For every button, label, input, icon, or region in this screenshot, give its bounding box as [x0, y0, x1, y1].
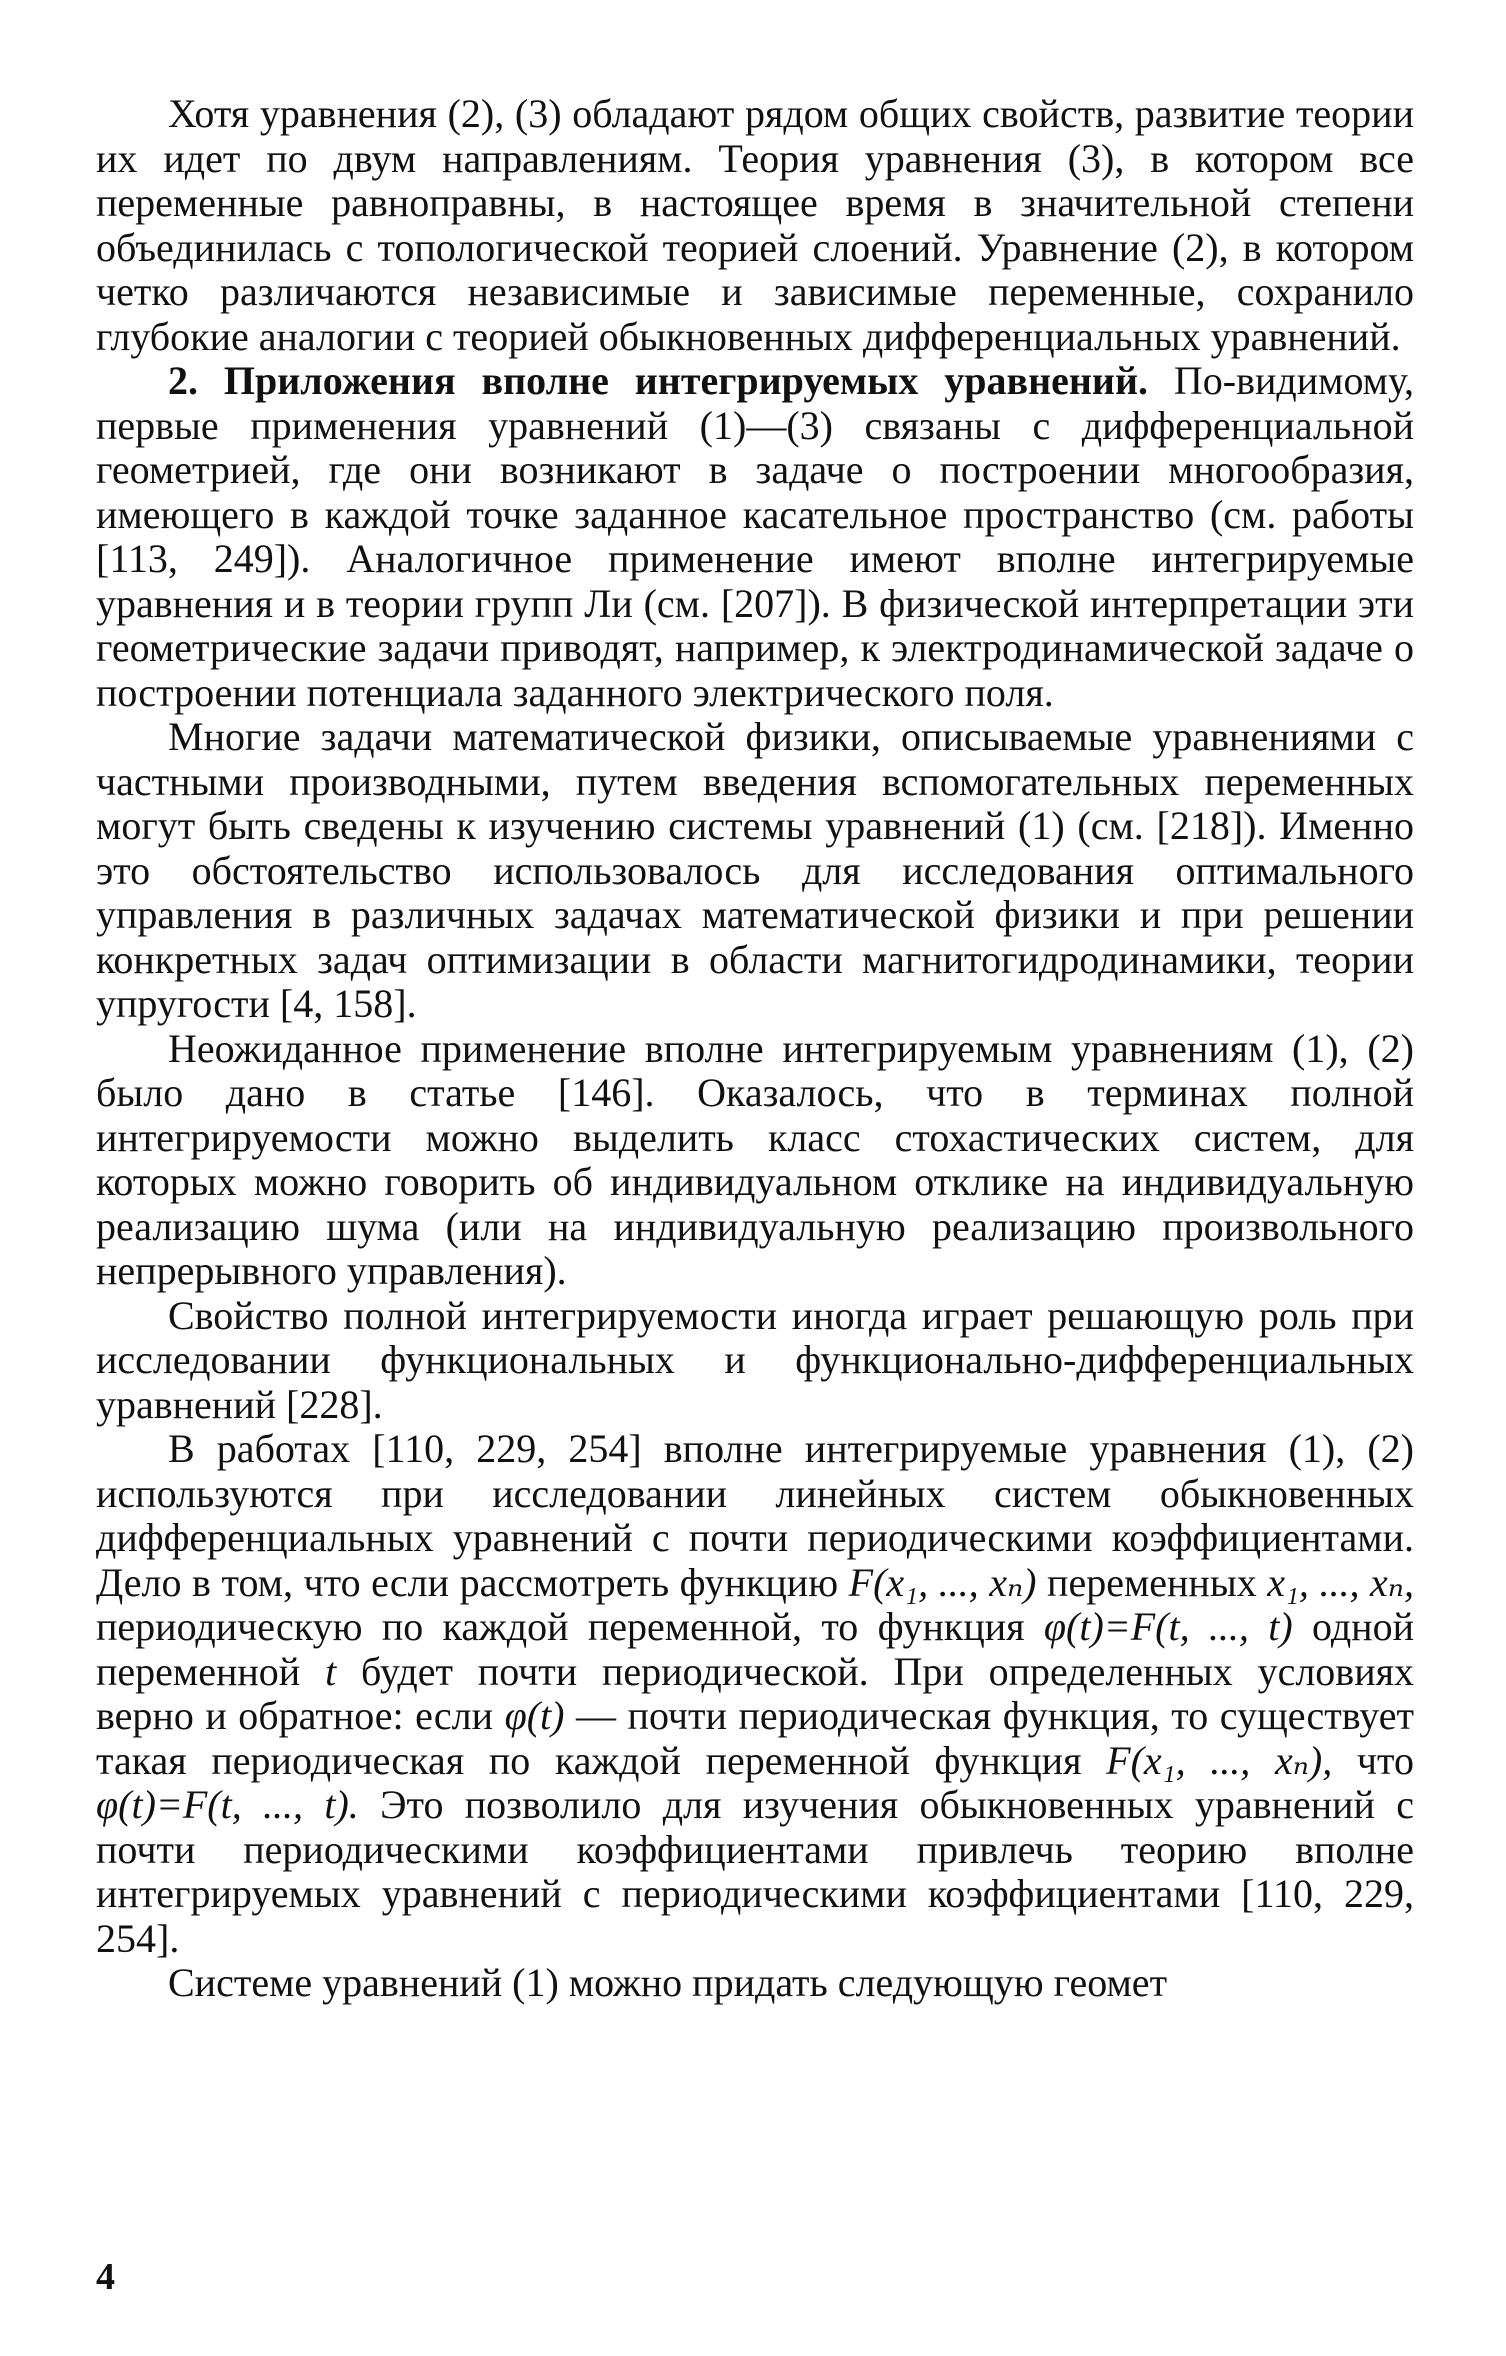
- section-heading: 2. Приложения вполне интегрируемых уравнений.: [168, 358, 1149, 403]
- paragraph-2: [96, 359, 1414, 715]
- paragraph-6-text: что: [1332, 1737, 1414, 1783]
- formula: F(x₁, ..., xₙ): [848, 1559, 1037, 1605]
- formula: φ(t): [504, 1693, 565, 1738]
- formula: F(x₁, ..., xₙ),: [1106, 1737, 1333, 1783]
- paragraph-6-text: будет почти периодической. При определенных условиях верно и обратное: если: [96, 1648, 1415, 1738]
- paragraph-4: Неожиданное применение вполне интегрируемым уравнениям (1), (2) было дано в статье [146]. Оказалось, что в терминах полной интегрируемости можно выделить класс стохастических систем, для которых можно говорить об индивидуальном отклике на индивидуальную реализацию шума (или на индивидуальную реализацию произвольного непрерывного управления).: [96, 1025, 1414, 1293]
- page-number: 4: [96, 2256, 115, 2298]
- formula: φ(t)=F(t, ..., t).: [96, 1782, 359, 1827]
- paragraph-5: Свойство полной интегрируемости иногда играет решающую роль при исследовании функциональных и функционально-дифференциальных уравнений [228].: [96, 1292, 1414, 1427]
- formula: t: [325, 1648, 337, 1694]
- paragraph-3: Многие задачи математической физики, описываемые уравнениями с частными производными, путем введения вспомогательных переменных могут быть сведены к изучению системы уравнений (1) (см. [218]). Именно это обстоятельство использовалось для исследования оптимального управления в различных задачах математической физики и при решении конкретных задач оптимизации в области магнитогидродинамики, теории упругости [4, 158].: [96, 714, 1414, 1026]
- paragraph-6-text: одной переменной: [96, 1604, 1414, 1694]
- paragraph-6-text: — почти периодическая функция, то существует такая периодическая по каждой переменной функция: [96, 1693, 1414, 1783]
- paragraph-2-body: По-видимому, первые применения уравнений (1)—(3) связаны с дифференциальной геометрией, где они возникают в задаче о построении многообразия, имеющего в каждой точке заданное касательное пространство (см. работы [113, 249]). Аналогичное применение имеют вполне интегрируемые уравнения и в теории групп Ли (см. [207]). В физической интерпретации эти геометрические задачи приводят, например, к электродинамической задаче о построении потенциала заданного электрического поля.: [96, 358, 1414, 715]
- page-body: [96, 92, 1414, 2252]
- paragraph-6-text: Это позволило для изучения обыкновенных уравнений с почти периодическими коэффициентами привлечь теорию вполне интегрируемых уравнений с периодическими коэффициентами [110, 229, 254].: [96, 1782, 1414, 1961]
- formula: x₁, ..., xₙ,: [1267, 1559, 1415, 1605]
- paragraph-6-text: В работах [110, 229, 254] вполне интегрируемые уравнения (1), (2) используются при исследовании линейных систем обыкновенных дифференциальных уравнений с почти периодическими коэффициентами. Дело в том, что если рассмотреть функцию: [96, 1426, 1414, 1605]
- paragraph-6: [96, 1427, 1414, 1961]
- paragraph-7: Системе уравнений (1) можно придать следующую геомет: [168, 1960, 1168, 2005]
- paragraph-1: Хотя уравнения (2), (3) обладают рядом общих свойств, развитие теории их идет по двум направлениям. Теория уравнения (3), в котором все переменные равноправны, в настоящее время в значительной степени объединилась с топологической теорией слоений. Уравнение (2), в котором четко различаются независимые и зависимые переменные, сохранило глубокие аналогии с теорией обыкновенных дифференциальных уравнений.: [96, 91, 1414, 359]
- paragraph-6-text: переменных: [1036, 1559, 1268, 1605]
- formula: φ(t)=F(t, ..., t): [1043, 1604, 1293, 1649]
- paragraph-6-text: периодическую по каждой переменной, то функция: [96, 1604, 1044, 1649]
